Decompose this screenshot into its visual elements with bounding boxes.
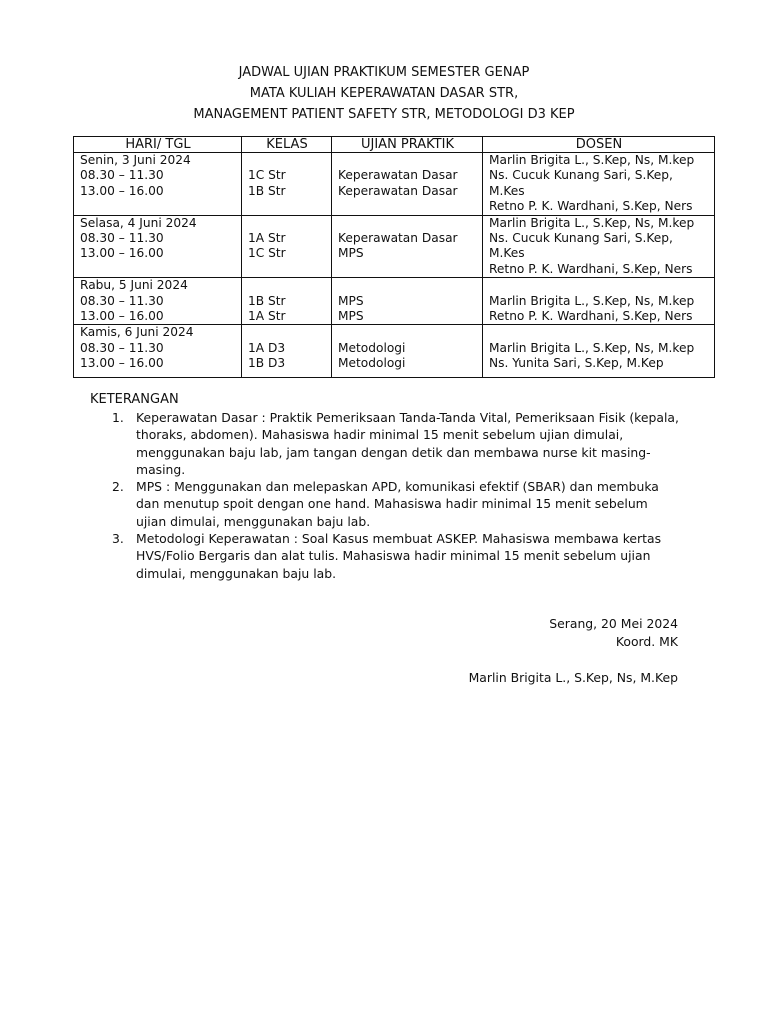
header-ujian-praktik: UJIAN PRAKTIK <box>332 137 483 153</box>
cell-ujian <box>332 278 483 325</box>
dosen-name: Ns. Yunita Sari, S.Kep, M.Kep <box>489 356 664 371</box>
day-label: Kamis, 6 Juni 2024 <box>80 325 194 340</box>
time-slot: 08.30 – 11.30 <box>80 168 164 183</box>
day-label: Senin, 3 Juni 2024 <box>80 153 191 167</box>
cell-ujian <box>332 215 483 278</box>
signature-role: Koord. MK <box>615 634 678 649</box>
ujian-value: Keperawatan Dasar <box>338 168 458 183</box>
time-slot: 08.30 – 11.30 <box>80 340 164 355</box>
time-slot: 08.30 – 11.30 <box>80 231 164 246</box>
dosen-name: Marlin Brigita L., S.Kep, Ns, M.kep <box>489 153 695 167</box>
cell-hari-tgl <box>74 153 242 216</box>
cell-kelas <box>242 215 332 278</box>
time-slot: 08.30 – 11.30 <box>80 293 164 308</box>
kelas-value: 1C Str <box>248 168 286 183</box>
header-dosen: DOSEN <box>483 137 715 153</box>
table-row <box>74 278 715 325</box>
title-line-1: JADWAL UJIAN PRAKTIKUM SEMESTER GENAP <box>238 65 530 80</box>
cell-dosen <box>483 153 715 216</box>
cell-dosen <box>483 325 715 378</box>
cell-kelas <box>242 153 332 216</box>
dosen-name: Retno P. K. Wardhani, S.Kep, Ners <box>489 309 693 324</box>
table-row <box>74 153 715 216</box>
kelas-value: 1C Str <box>248 246 286 261</box>
schedule-table <box>73 136 715 378</box>
title-line-2: MATA KULIAH KEPERAWATAN DASAR STR, <box>249 86 519 101</box>
signature-block <box>469 615 678 687</box>
dosen-name: Marlin Brigita L., S.Kep, Ns, M.kep <box>489 215 695 230</box>
dosen-name: Ns. Cucuk Kunang Sari, S.Kep, M.Kes <box>489 231 673 261</box>
table-row <box>74 215 715 278</box>
cell-ujian <box>332 325 483 378</box>
kelas-value: 1B D3 <box>248 356 286 371</box>
cell-hari-tgl <box>74 278 242 325</box>
list-item-text: Keperawatan Dasar : Praktik Pemeriksaan Tanda-Tanda Vital, Pemeriksaan Fisik (kepala, thoraks, abdomen). Mahasiswa hadir minimal 15 menit sebelum ujian dimulai, menggunakan baju lab, jam tangan dengan detik dan membawa nurse kit masing-masing. <box>136 410 679 477</box>
kelas-value: 1A D3 <box>248 340 286 355</box>
cell-dosen <box>483 278 715 325</box>
list-item-text: Metodologi Keperawatan : Soal Kasus membuat ASKEP. Mahasiswa membawa kertas HVS/Folio Bergaris dan alat tulis. Mahasiswa hadir minimal 15 menit sebelum ujian dimulai, menggunakan baju lab. <box>136 531 662 581</box>
cell-hari-tgl <box>74 215 242 278</box>
ujian-value: Metodologi <box>338 356 406 371</box>
notes-section <box>90 391 680 582</box>
signature-place-date: Serang, 20 Mei 2024 <box>549 616 678 631</box>
ujian-value: MPS <box>338 246 364 261</box>
day-label: Selasa, 4 Juni 2024 <box>80 215 197 230</box>
cell-kelas <box>242 325 332 378</box>
list-item-text: MPS : Menggunakan dan melepaskan APD, komunikasi efektif (SBAR) dan membuka dan menutup spoit dengan one hand. Mahasiswa hadir minimal 15 menit sebelum ujian dimulai, menggunakan baju lab. <box>136 479 659 529</box>
time-slot: 13.00 – 16.00 <box>80 309 164 324</box>
cell-ujian <box>332 153 483 216</box>
dosen-name: Retno P. K. Wardhani, S.Kep, Ners <box>489 199 693 214</box>
ujian-value: Metodologi <box>338 340 406 355</box>
kelas-value: 1A Str <box>248 309 286 324</box>
list-item <box>90 409 680 478</box>
cell-dosen <box>483 215 715 278</box>
kelas-value: 1B Str <box>248 293 286 308</box>
table-header-row <box>74 137 715 153</box>
signature-name: Marlin Brigita L., S.Kep, Ns, M.Kep <box>468 670 678 685</box>
title-line-3: MANAGEMENT PATIENT SAFETY STR, METODOLOGI D3 KEP <box>193 107 575 122</box>
dosen-name: Marlin Brigita L., S.Kep, Ns, M.kep <box>489 340 695 355</box>
document-title <box>0 62 768 125</box>
list-item-number: 1. <box>112 410 124 425</box>
day-label: Rabu, 5 Juni 2024 <box>80 278 188 293</box>
time-slot: 13.00 – 16.00 <box>80 183 164 198</box>
kelas-value: 1B Str <box>248 183 286 198</box>
list-item <box>90 530 680 582</box>
list-item-number: 2. <box>112 479 124 495</box>
time-slot: 13.00 – 16.00 <box>80 356 164 371</box>
table-row <box>74 325 715 378</box>
ujian-value: Keperawatan Dasar <box>338 183 458 198</box>
kelas-value: 1A Str <box>248 231 286 246</box>
cell-kelas <box>242 278 332 325</box>
dosen-name: Marlin Brigita L., S.Kep, Ns, M.kep <box>489 293 695 308</box>
header-hari-tgl: HARI/ TGL <box>74 137 242 153</box>
list-item <box>90 478 680 530</box>
notes-list <box>90 409 680 582</box>
ujian-value: Keperawatan Dasar <box>338 231 458 246</box>
cell-hari-tgl <box>74 325 242 378</box>
list-item-number: 3. <box>112 531 124 547</box>
header-kelas: KELAS <box>242 137 332 153</box>
dosen-name: Ns. Cucuk Kunang Sari, S.Kep, M.Kes <box>489 168 673 198</box>
time-slot: 13.00 – 16.00 <box>80 246 164 261</box>
ujian-value: MPS <box>338 309 364 324</box>
dosen-name: Retno P. K. Wardhani, S.Kep, Ners <box>489 261 693 276</box>
notes-heading: KETERANGAN <box>90 392 179 407</box>
ujian-value: MPS <box>338 293 364 308</box>
